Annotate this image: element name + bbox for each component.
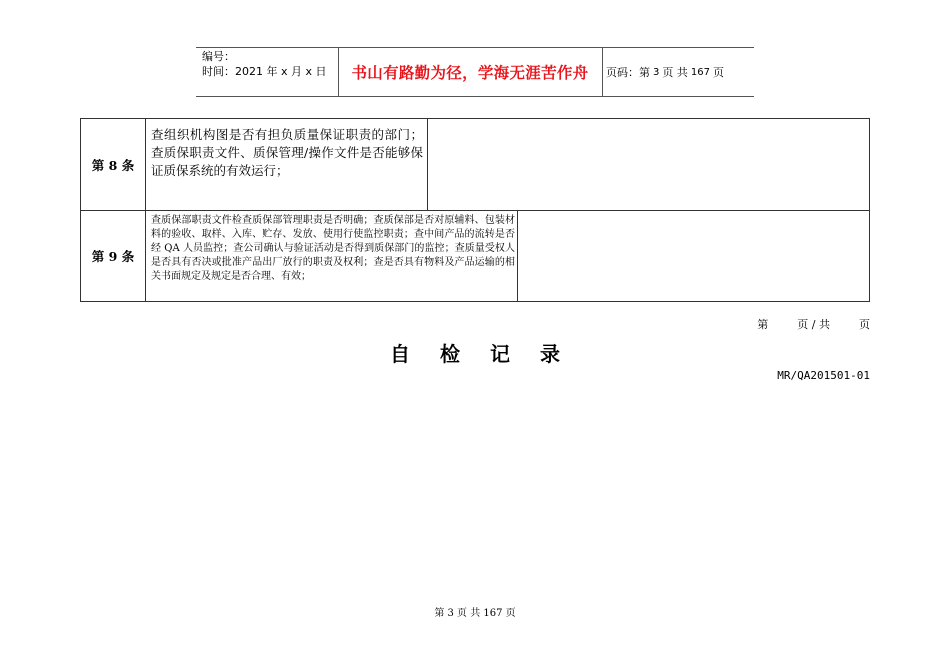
header-divider: [602, 47, 603, 97]
column-divider: [427, 119, 428, 210]
page-suffix: 页: [712, 66, 724, 79]
column-divider: [517, 211, 518, 301]
articles-table: [80, 118, 870, 302]
page-total: 167: [690, 66, 710, 78]
header-page-info: [606, 47, 724, 97]
table-row: [80, 118, 870, 211]
page-count-line: [757, 316, 870, 332]
page-footer: 第 3 页 共 167 页: [434, 608, 516, 619]
page-prefix: 页码：第: [606, 66, 650, 79]
column-divider: [145, 119, 146, 210]
article-label: 第 9 条: [91, 249, 135, 264]
header-meta: [202, 49, 337, 79]
page-ye: 页: [859, 318, 870, 331]
page-di: 第: [757, 318, 769, 331]
header-motto: 书山有路勤为径，学海无涯苦作舟: [351, 64, 589, 82]
article-text: 查质保部职责文件检查质保部管理职责是否明确；查质保部是否对原辅料、包装材料的验收、取样、入库、贮存、发放、使用行使监控职责；查中间产品的流转是否经 QA 人员监控；查公司确认与验证活动是否得到质保部门的监控；查质量受权人是否具有否决或批准产品出厂放行的职责及权利；查是否具有物料及产品运输的相关书面规定及规定是否合理、有效；: [151, 215, 515, 282]
time-label: 时间：2021 年 x 月 x 日: [202, 65, 327, 78]
number-label: 编号：: [202, 50, 235, 63]
page-ye-gong: 页 / 共: [797, 318, 830, 331]
column-divider: [145, 211, 146, 301]
article-label: 第 8 条: [91, 157, 135, 173]
form-code: MR/QA201501-01: [777, 369, 870, 382]
article-text: 查组织机构图是否有担负质量保证职责的部门；查质保职责文件、质保管理/操作文件是否能够保证质保系统的有效运行；: [151, 127, 423, 178]
document-header: [196, 47, 754, 97]
page-title: 自检记录: [390, 342, 590, 366]
page-mid: 页 共: [662, 66, 688, 79]
page-current: 3: [653, 66, 660, 78]
table-row: [80, 210, 870, 302]
